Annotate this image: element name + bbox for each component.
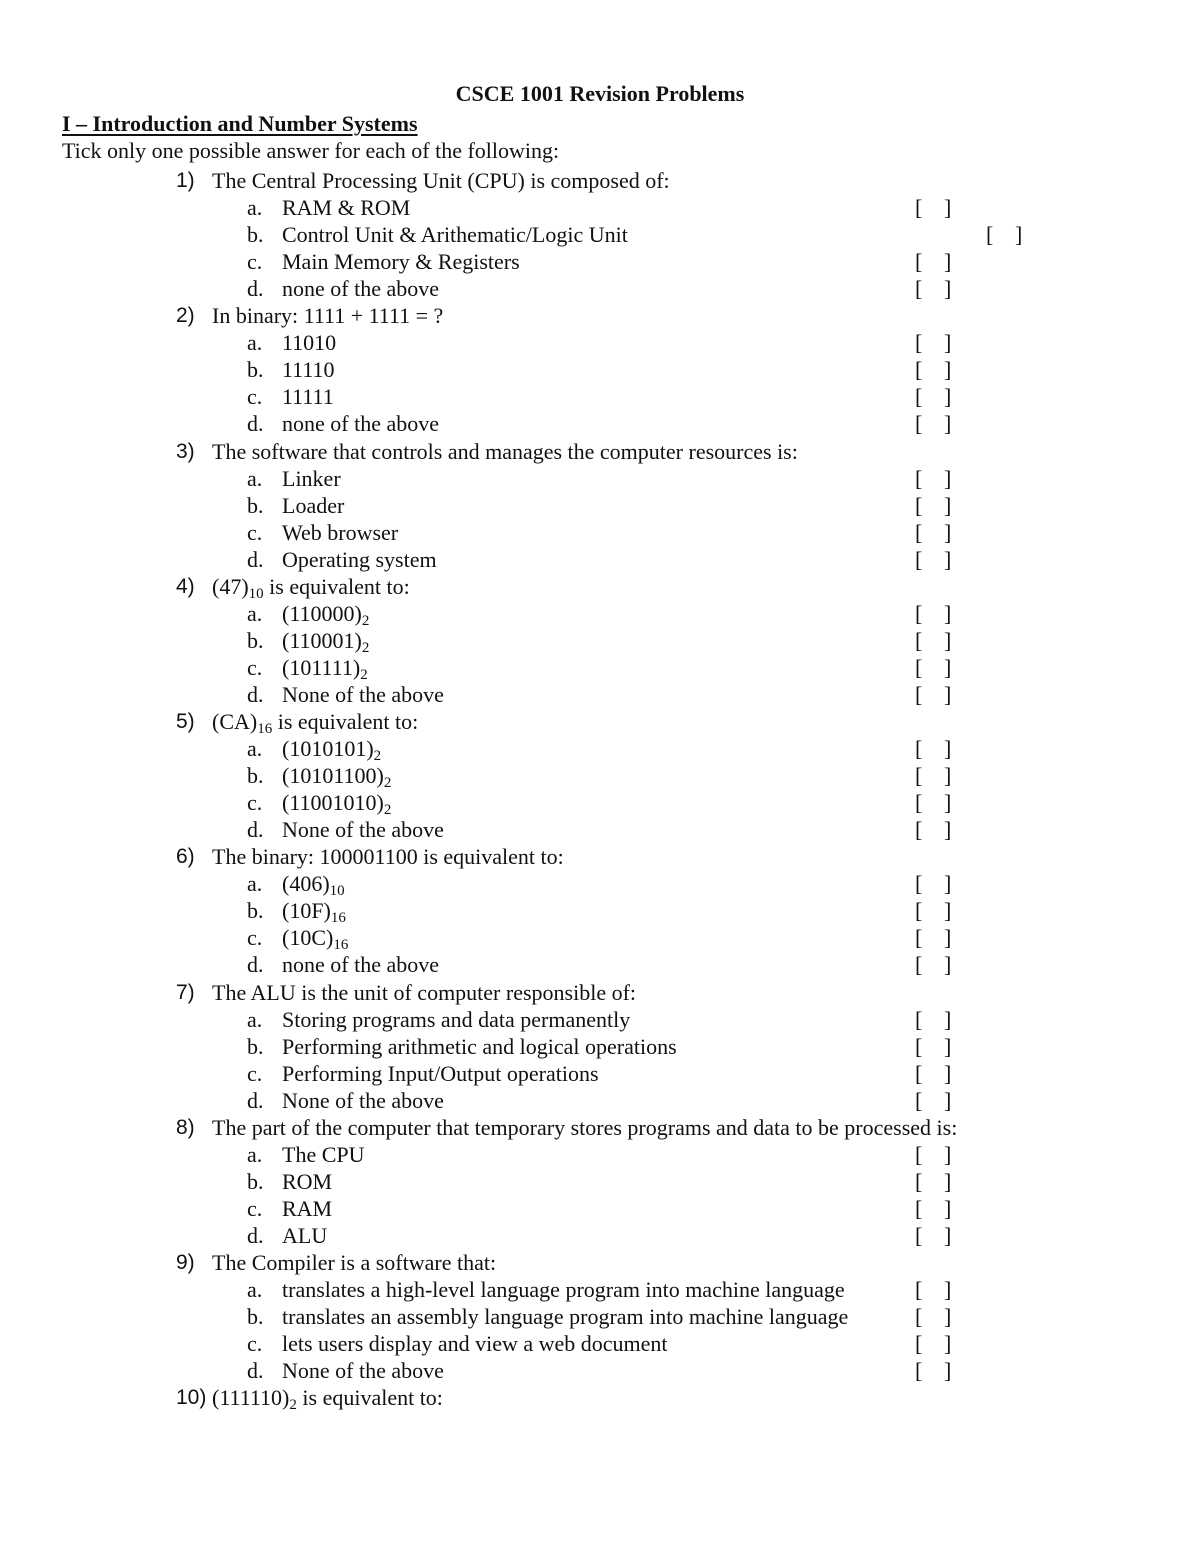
option-5-a bbox=[0, 735, 1200, 765]
checkbox-close-bracket: ] bbox=[944, 654, 952, 680]
option-subscript: 2 bbox=[383, 775, 392, 792]
option-letter: a. bbox=[247, 871, 263, 897]
checkbox-close-bracket: ] bbox=[944, 330, 952, 356]
option-1-b bbox=[0, 221, 1200, 248]
option-text-main: ROM bbox=[282, 1168, 333, 1194]
checkbox-close-bracket: ] bbox=[944, 1195, 952, 1221]
option-letter: c. bbox=[247, 519, 263, 545]
option-text-main: Storing programs and data permanently bbox=[282, 1006, 631, 1032]
question-text-main: (47) bbox=[212, 573, 249, 599]
checkbox-open-bracket: [ bbox=[915, 736, 923, 762]
checkbox-open-bracket: [ bbox=[915, 357, 923, 383]
option-text-main: Loader bbox=[282, 492, 345, 518]
question-text-rest: is equivalent to: bbox=[263, 573, 410, 599]
checkbox-close-bracket: ] bbox=[944, 249, 952, 275]
checkbox-close-bracket: ] bbox=[944, 1060, 952, 1086]
checkbox-open-bracket: [ bbox=[915, 1222, 923, 1248]
option-text bbox=[282, 681, 444, 708]
option-text-main: Operating system bbox=[282, 546, 437, 572]
question-text bbox=[212, 1114, 957, 1141]
option-1-d bbox=[0, 275, 1200, 302]
question-1 bbox=[0, 167, 1200, 194]
option-text-main: (10F) bbox=[282, 898, 331, 924]
checkbox-close-bracket: ] bbox=[944, 736, 952, 762]
checkbox-open-bracket: [ bbox=[915, 925, 923, 951]
option-text-main: (1010101) bbox=[282, 736, 374, 762]
option-text-main: translates an assembly language program into machine language bbox=[282, 1304, 849, 1330]
checkbox-open-bracket: [ bbox=[915, 546, 923, 572]
question-text-main: The Compiler is a software that: bbox=[212, 1250, 497, 1275]
option-2-c bbox=[0, 383, 1200, 410]
option-6-a bbox=[0, 870, 1200, 900]
question-3 bbox=[0, 438, 1200, 465]
option-text-main: translates a high-level language program into machine language bbox=[282, 1277, 845, 1303]
question-number: 8) bbox=[176, 1115, 195, 1139]
option-text-main: Web browser bbox=[282, 519, 399, 545]
option-letter: c. bbox=[247, 925, 263, 951]
option-subscript: 16 bbox=[333, 937, 349, 954]
option-letter: b. bbox=[247, 357, 264, 383]
checkbox-open-bracket: [ bbox=[915, 330, 923, 356]
option-7-d bbox=[0, 1087, 1200, 1114]
checkbox-open-bracket: [ bbox=[915, 411, 923, 437]
question-text bbox=[212, 573, 410, 600]
option-letter: a. bbox=[247, 330, 263, 356]
option-text bbox=[282, 1141, 365, 1168]
option-8-a bbox=[0, 1141, 1200, 1168]
question-text bbox=[212, 979, 636, 1006]
option-text-main: lets users display and view a web document bbox=[282, 1331, 668, 1357]
checkbox-close-bracket: ] bbox=[944, 627, 952, 653]
question-number: 3) bbox=[176, 439, 195, 463]
checkbox-close-bracket: ] bbox=[944, 465, 952, 491]
question-6 bbox=[0, 843, 1200, 870]
option-3-c bbox=[0, 519, 1200, 546]
question-text bbox=[212, 1249, 496, 1276]
checkbox-close-bracket: ] bbox=[944, 195, 952, 221]
option-2-a bbox=[0, 329, 1200, 356]
option-text bbox=[282, 546, 437, 573]
option-text-main: 11010 bbox=[282, 330, 337, 356]
option-2-b bbox=[0, 356, 1200, 383]
option-subscript: 2 bbox=[361, 612, 370, 629]
page-title: CSCE 1001 Revision Problems bbox=[455, 81, 745, 106]
checkbox-open-bracket: [ bbox=[915, 898, 923, 924]
checkbox-close-bracket: ] bbox=[944, 1222, 952, 1248]
option-text-main: RAM bbox=[282, 1195, 333, 1221]
checkbox-close-bracket: ] bbox=[944, 492, 952, 518]
checkbox-close-bracket: ] bbox=[944, 1304, 952, 1330]
option-text-main: (10101100) bbox=[282, 763, 384, 789]
option-letter: c. bbox=[247, 1060, 263, 1086]
question-7 bbox=[0, 979, 1200, 1006]
option-5-c bbox=[0, 789, 1200, 819]
checkbox-close-bracket: ] bbox=[944, 276, 952, 302]
checkbox-close-bracket: ] bbox=[944, 384, 952, 410]
option-text bbox=[282, 356, 335, 383]
question-text-main: The Central Processing Unit (CPU) is composed of: bbox=[212, 168, 670, 193]
option-letter: c. bbox=[247, 1195, 263, 1221]
option-8-b bbox=[0, 1168, 1200, 1195]
checkbox-close-bracket: ] bbox=[944, 546, 952, 572]
option-letter: a. bbox=[247, 1141, 263, 1167]
option-text-main: (406) bbox=[282, 871, 330, 897]
option-text-main: Main Memory & Registers bbox=[282, 249, 520, 275]
question-number: 2) bbox=[176, 304, 195, 328]
question-9 bbox=[0, 1249, 1200, 1276]
option-letter: a. bbox=[247, 1006, 263, 1032]
option-letter: c. bbox=[247, 384, 263, 410]
question-number: 6) bbox=[176, 845, 195, 869]
option-text-main: (110001) bbox=[282, 627, 362, 653]
option-text bbox=[282, 1006, 630, 1033]
checkbox-open-bracket: [ bbox=[915, 1060, 923, 1086]
question-subscript: 10 bbox=[248, 585, 264, 602]
checkbox-close-bracket: ] bbox=[944, 925, 952, 951]
option-subscript: 16 bbox=[330, 910, 346, 927]
question-4 bbox=[0, 573, 1200, 600]
option-letter: d. bbox=[247, 276, 264, 302]
option-6-b bbox=[0, 897, 1200, 927]
option-text bbox=[282, 465, 341, 492]
option-7-a bbox=[0, 1006, 1200, 1033]
option-subscript: 2 bbox=[383, 802, 392, 819]
option-text bbox=[282, 600, 369, 627]
option-letter: d. bbox=[247, 546, 264, 572]
checkbox-open-bracket: [ bbox=[915, 1141, 923, 1167]
question-number: 1) bbox=[176, 169, 195, 192]
option-subscript: 2 bbox=[373, 748, 382, 765]
question-text bbox=[212, 708, 418, 735]
option-4-d bbox=[0, 681, 1200, 708]
question-5 bbox=[0, 708, 1200, 735]
checkbox-close-bracket: ] bbox=[944, 519, 952, 545]
checkbox-close-bracket: ] bbox=[944, 1331, 952, 1357]
option-1-c bbox=[0, 248, 1200, 275]
checkbox-open-bracket: [ bbox=[915, 627, 923, 653]
question-text-main: The software that controls and manages the computer resources is: bbox=[212, 438, 798, 464]
option-2-d bbox=[0, 410, 1200, 437]
option-text-main: None of the above bbox=[282, 817, 444, 843]
checkbox-close-bracket: ] bbox=[944, 871, 952, 897]
instructions: Tick only one possible answer for each of the following: bbox=[62, 138, 560, 163]
option-text bbox=[282, 1087, 444, 1114]
option-text-main: None of the above bbox=[282, 1087, 444, 1113]
checkbox-open-bracket: [ bbox=[915, 276, 923, 302]
checkbox-close-bracket: ] bbox=[944, 952, 952, 978]
checkbox-open-bracket: [ bbox=[915, 790, 923, 816]
checkbox-open-bracket: [ bbox=[915, 952, 923, 978]
question-text bbox=[212, 302, 443, 329]
option-text bbox=[282, 789, 392, 819]
checkbox-open-bracket: [ bbox=[915, 1087, 923, 1113]
question-number: 5) bbox=[176, 710, 195, 733]
question-text-main: (CA) bbox=[212, 709, 258, 734]
checkbox-open-bracket: [ bbox=[915, 384, 923, 410]
checkbox-open-bracket: [ bbox=[915, 817, 923, 843]
checkbox-open-bracket: [ bbox=[915, 871, 923, 897]
option-text bbox=[282, 816, 444, 843]
option-letter: a. bbox=[247, 736, 263, 762]
option-letter: b. bbox=[247, 222, 264, 248]
option-subscript: 2 bbox=[360, 666, 368, 683]
question-text bbox=[212, 438, 798, 465]
option-9-a bbox=[0, 1276, 1200, 1303]
option-text bbox=[282, 1357, 444, 1384]
question-text bbox=[212, 1384, 443, 1414]
checkbox-open-bracket: [ bbox=[915, 519, 923, 545]
checkbox-close-bracket: ] bbox=[944, 1006, 952, 1032]
option-letter: a. bbox=[247, 600, 263, 626]
section-heading: I – Introduction and Number Systems bbox=[62, 111, 418, 136]
question-8 bbox=[0, 1114, 1200, 1141]
question-text-main: The ALU is the unit of computer responsible of: bbox=[212, 979, 637, 1005]
question-text-main: The part of the computer that temporary stores programs and data to be processed is: bbox=[212, 1114, 958, 1140]
option-letter: c. bbox=[247, 654, 263, 680]
option-text-main: (110000) bbox=[282, 600, 362, 626]
question-number: 9) bbox=[176, 1251, 195, 1274]
checkbox-close-bracket: ] bbox=[944, 681, 952, 707]
option-6-d bbox=[0, 951, 1200, 978]
checkbox-close-bracket: ] bbox=[944, 1168, 952, 1194]
checkbox-close-bracket: ] bbox=[944, 1277, 952, 1303]
option-text-main: Control Unit & Arithematic/Logic Unit bbox=[282, 222, 628, 248]
option-text-main: None of the above bbox=[282, 681, 444, 707]
checkbox-close-bracket: ] bbox=[944, 357, 952, 383]
checkbox-close-bracket: ] bbox=[944, 898, 952, 924]
option-text bbox=[282, 951, 439, 978]
option-text-main: The CPU bbox=[282, 1141, 365, 1167]
option-text bbox=[282, 492, 344, 519]
option-3-a bbox=[0, 465, 1200, 492]
checkbox-open-bracket: [ bbox=[915, 1195, 923, 1221]
question-text-main: The binary: 100001100 is equivalent to: bbox=[212, 844, 564, 870]
option-9-c bbox=[0, 1330, 1200, 1357]
checkbox-open-bracket: [ bbox=[915, 249, 923, 275]
checkbox-open-bracket: [ bbox=[915, 1331, 923, 1357]
option-text-main: (101111) bbox=[282, 654, 361, 680]
option-text bbox=[282, 383, 334, 410]
option-letter: d. bbox=[247, 1087, 264, 1113]
option-9-b bbox=[0, 1303, 1200, 1330]
option-text bbox=[282, 762, 392, 792]
option-letter: c. bbox=[247, 249, 263, 275]
checkbox-open-bracket: [ bbox=[915, 1358, 923, 1384]
option-letter: d. bbox=[247, 681, 264, 707]
option-subscript: 10 bbox=[329, 883, 345, 900]
question-2 bbox=[0, 302, 1200, 329]
option-letter: b. bbox=[247, 492, 264, 518]
option-letter: c. bbox=[247, 1331, 263, 1357]
option-text bbox=[282, 1033, 677, 1060]
option-letter: d. bbox=[247, 1222, 264, 1248]
checkbox-open-bracket: [ bbox=[915, 465, 923, 491]
option-text bbox=[282, 275, 439, 302]
option-text bbox=[282, 654, 368, 681]
question-text bbox=[212, 843, 564, 870]
option-4-a bbox=[0, 600, 1200, 627]
checkbox-open-bracket: [ bbox=[915, 600, 923, 626]
option-text-main: None of the above bbox=[282, 1358, 444, 1384]
checkbox-close-bracket: ] bbox=[944, 1033, 952, 1059]
option-text bbox=[282, 870, 345, 900]
option-text-main: RAM & ROM bbox=[282, 195, 411, 221]
option-subscript: 2 bbox=[361, 639, 370, 656]
option-7-c bbox=[0, 1060, 1200, 1087]
option-letter: a. bbox=[247, 1277, 263, 1303]
option-7-b bbox=[0, 1033, 1200, 1060]
option-9-d bbox=[0, 1357, 1200, 1384]
option-letter: b. bbox=[247, 763, 264, 789]
option-letter: c. bbox=[247, 790, 263, 816]
checkbox-close-bracket: ] bbox=[944, 817, 952, 843]
option-text bbox=[282, 1060, 599, 1087]
option-4-c bbox=[0, 654, 1200, 681]
question-number: 7) bbox=[176, 980, 195, 1004]
question-text-main: In binary: 1111 + 1111 = ? bbox=[212, 303, 444, 329]
question-text bbox=[212, 167, 670, 194]
checkbox-open-bracket: [ bbox=[915, 1304, 923, 1330]
option-letter: b. bbox=[247, 1033, 264, 1059]
option-6-c bbox=[0, 924, 1200, 954]
option-text bbox=[282, 1276, 845, 1303]
option-letter: d. bbox=[247, 952, 264, 978]
checkbox-close-bracket: ] bbox=[944, 1087, 952, 1113]
option-text bbox=[282, 248, 520, 275]
option-text-main: (10C) bbox=[282, 925, 334, 951]
option-text-main: ALU bbox=[282, 1222, 328, 1248]
option-text bbox=[282, 924, 349, 954]
option-text bbox=[282, 329, 336, 356]
option-letter: b. bbox=[247, 1168, 264, 1194]
question-text-main: (111110) bbox=[212, 1385, 290, 1411]
option-1-a bbox=[0, 194, 1200, 221]
option-text-main: 11110 bbox=[282, 357, 335, 383]
checkbox-open-bracket: [ bbox=[915, 1033, 923, 1059]
option-text bbox=[282, 221, 628, 248]
checkbox-open-bracket: [ bbox=[915, 1006, 923, 1032]
option-4-b bbox=[0, 627, 1200, 654]
checkbox-open-bracket: [ bbox=[915, 654, 923, 680]
checkbox-open-bracket: [ bbox=[986, 222, 994, 248]
checkbox-close-bracket: ] bbox=[944, 411, 952, 437]
question-subscript: 2 bbox=[289, 1397, 297, 1414]
checkbox-close-bracket: ] bbox=[1015, 222, 1023, 248]
question-number: 10) bbox=[176, 1386, 207, 1410]
checkbox-open-bracket: [ bbox=[915, 763, 923, 789]
option-letter: d. bbox=[247, 1358, 264, 1384]
question-text-rest: is equivalent to: bbox=[272, 709, 419, 734]
question-number: 4) bbox=[176, 574, 195, 598]
option-text bbox=[282, 1222, 327, 1249]
checkbox-open-bracket: [ bbox=[915, 1277, 923, 1303]
checkbox-close-bracket: ] bbox=[944, 790, 952, 816]
option-text bbox=[282, 627, 369, 654]
checkbox-close-bracket: ] bbox=[944, 600, 952, 626]
checkbox-open-bracket: [ bbox=[915, 1168, 923, 1194]
checkbox-open-bracket: [ bbox=[915, 195, 923, 221]
option-text bbox=[282, 519, 398, 546]
option-3-b bbox=[0, 492, 1200, 519]
option-text bbox=[282, 1168, 332, 1195]
option-8-d bbox=[0, 1222, 1200, 1249]
option-text-main: Linker bbox=[282, 465, 341, 491]
option-text bbox=[282, 1195, 332, 1222]
option-text bbox=[282, 410, 439, 437]
checkbox-close-bracket: ] bbox=[944, 763, 952, 789]
checkbox-open-bracket: [ bbox=[915, 681, 923, 707]
option-text-main: 11111 bbox=[282, 384, 334, 410]
option-text bbox=[282, 735, 382, 765]
option-3-d bbox=[0, 546, 1200, 573]
option-5-d bbox=[0, 816, 1200, 843]
option-letter: a. bbox=[247, 465, 263, 491]
option-letter: b. bbox=[247, 627, 264, 653]
option-text-main: Performing arithmetic and logical operations bbox=[282, 1033, 677, 1059]
question-subscript: 16 bbox=[257, 721, 273, 737]
option-text-main: none of the above bbox=[282, 952, 439, 978]
option-text-main: (11001010) bbox=[282, 790, 384, 816]
option-letter: d. bbox=[247, 411, 264, 437]
option-text bbox=[282, 1303, 848, 1330]
option-text bbox=[282, 1330, 668, 1357]
option-text-main: none of the above bbox=[282, 411, 439, 437]
option-5-b bbox=[0, 762, 1200, 792]
checkbox-close-bracket: ] bbox=[944, 1358, 952, 1384]
option-8-c bbox=[0, 1195, 1200, 1222]
option-letter: b. bbox=[247, 898, 264, 924]
option-letter: a. bbox=[247, 195, 263, 221]
checkbox-close-bracket: ] bbox=[944, 1141, 952, 1167]
question-10 bbox=[0, 1384, 1200, 1414]
option-text bbox=[282, 897, 346, 927]
checkbox-open-bracket: [ bbox=[915, 492, 923, 518]
option-letter: b. bbox=[247, 1304, 264, 1330]
option-text-main: Performing Input/Output operations bbox=[282, 1060, 599, 1086]
question-text-rest: is equivalent to: bbox=[296, 1385, 443, 1411]
option-letter: d. bbox=[247, 817, 264, 843]
option-text-main: none of the above bbox=[282, 276, 439, 302]
option-text bbox=[282, 194, 410, 221]
